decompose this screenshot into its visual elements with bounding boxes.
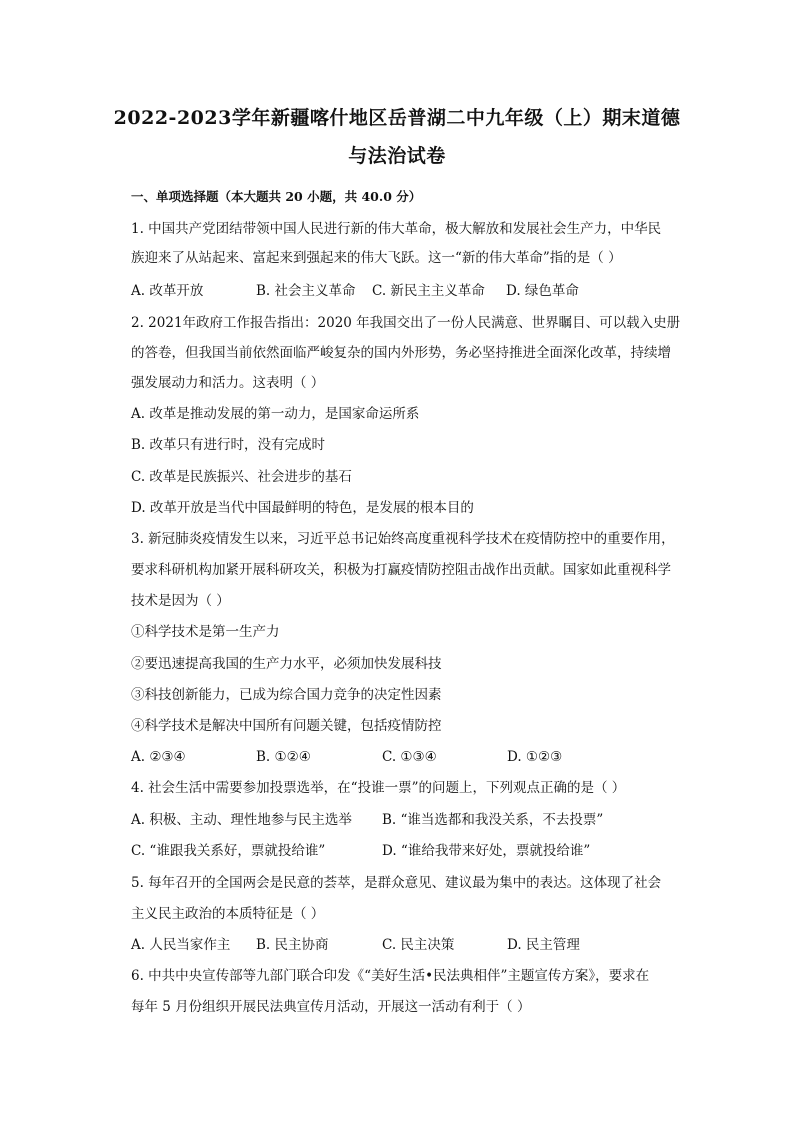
q3-statement-3: ③科技创新能力，已成为综合国力竞争的决定性因素 bbox=[131, 687, 442, 703]
q3-statement-2: ②要迅速提高我国的生产力水平，必须加快发展科技 bbox=[131, 656, 442, 672]
q1-option-a: A. 改革开放 bbox=[131, 283, 204, 299]
q2-stem-line: 的答卷，但我国当前依然面临严峻复杂的国内外形势，务必坚持推进全面深化改革，持续增 bbox=[131, 345, 671, 361]
q5-option-a: A. 人民当家作主 bbox=[131, 937, 231, 953]
q3-statement-1: ①科学技术是第一生产力 bbox=[131, 624, 280, 640]
q1-stem-line: 族迎来了从站起来、富起来到强起来的伟大飞跃。这一“新的伟大革命”指的是（ ） bbox=[131, 250, 622, 266]
q2-option-b: B. 改革只有进行时，没有完成时 bbox=[131, 437, 326, 453]
q3-stem-line: 3. 新冠肺炎疫情发生以来，习近平总书记始终高度重视科学技术在疫情防控中的重要作用， bbox=[131, 531, 675, 547]
q2-stem-line: 2. 2021年政府工作报告指出：2020 年我国交出了一份人民满意、世界瞩目、可以载入史册 bbox=[131, 315, 681, 331]
q6-stem-line: 6. 中共中央宣传部等九部门联合印发《“美好生活•民法典相伴”主题宣传方案》，要求在 bbox=[131, 968, 650, 984]
q1-option-c: C. 新民主主义革命 bbox=[372, 283, 485, 299]
q3-option-c: C. ①③④ bbox=[382, 749, 437, 765]
q3-statement-4: ④科学技术是解决中国所有问题关键，包括疫情防控 bbox=[131, 718, 442, 734]
q3-option-d: D. ①②③ bbox=[507, 749, 563, 765]
exam-title-line1: 2022-2023学年新疆喀什地区岳普湖二中九年级（上）期末道德 bbox=[113, 107, 681, 129]
q3-option-b: B. ①②④ bbox=[256, 749, 311, 765]
q4-stem-line: 4. 社会生活中需要参加投票选举，在“投谁一票”的问题上，下列观点正确的是（ ） bbox=[131, 780, 626, 796]
q2-option-d: D. 改革开放是当代中国最鲜明的特色，是发展的根本目的 bbox=[131, 500, 474, 516]
q5-stem-line: 5. 每年召开的全国两会是民意的荟萃，是群众意见、建议最为集中的表达。这体现了社会 bbox=[131, 875, 662, 891]
q1-option-d: D. 绿色革命 bbox=[506, 283, 579, 299]
exam-title-line2: 与法治试卷 bbox=[348, 145, 446, 167]
q4-option-d: D. “谁给我带来好处，票就投给谁” bbox=[382, 843, 591, 859]
q4-option-b: B. “谁当选都和我没关系，不去投票” bbox=[382, 812, 604, 828]
q1-stem-line: 1. 中国共产党团结带领中国人民进行新的伟大革命，极大解放和发展社会生产力，中华民 bbox=[131, 221, 662, 237]
q5-option-c: C. 民主决策 bbox=[382, 937, 455, 953]
section-header: 一、单项选择题（本大题共 20 小题，共 40.0 分） bbox=[131, 189, 422, 204]
q6-stem-line: 每年 5 月份组织开展民法典宣传月活动，开展这一活动有利于（ ） bbox=[131, 999, 531, 1015]
q1-option-b: B. 社会主义革命 bbox=[256, 283, 356, 299]
q2-option-a: A. 改革是推动发展的第一动力，是国家命运所系 bbox=[131, 406, 420, 422]
q5-option-b: B. 民主协商 bbox=[256, 937, 329, 953]
q2-stem-line: 强发展动力和活力。这表明（ ） bbox=[131, 375, 325, 391]
q2-option-c: C. 改革是民族振兴、社会进步的基石 bbox=[131, 469, 352, 485]
q5-option-d: D. 民主管理 bbox=[507, 937, 580, 953]
q3-stem-line: 要求科研机构加紧开展科研攻关，积极为打赢疫情防控阻击战作出贡献。国家如此重视科学 bbox=[131, 562, 671, 578]
q3-option-a: A. ②③④ bbox=[131, 749, 186, 765]
q3-stem-line: 技术是因为（ ） bbox=[131, 593, 230, 609]
q4-option-a: A. 积极、主动、理性地参与民主选举 bbox=[131, 812, 352, 828]
q4-option-c: C. “谁跟我关系好，票就投给谁” bbox=[131, 843, 326, 859]
q5-stem-line: 主义民主政治的本质特征是（ ） bbox=[131, 906, 325, 922]
